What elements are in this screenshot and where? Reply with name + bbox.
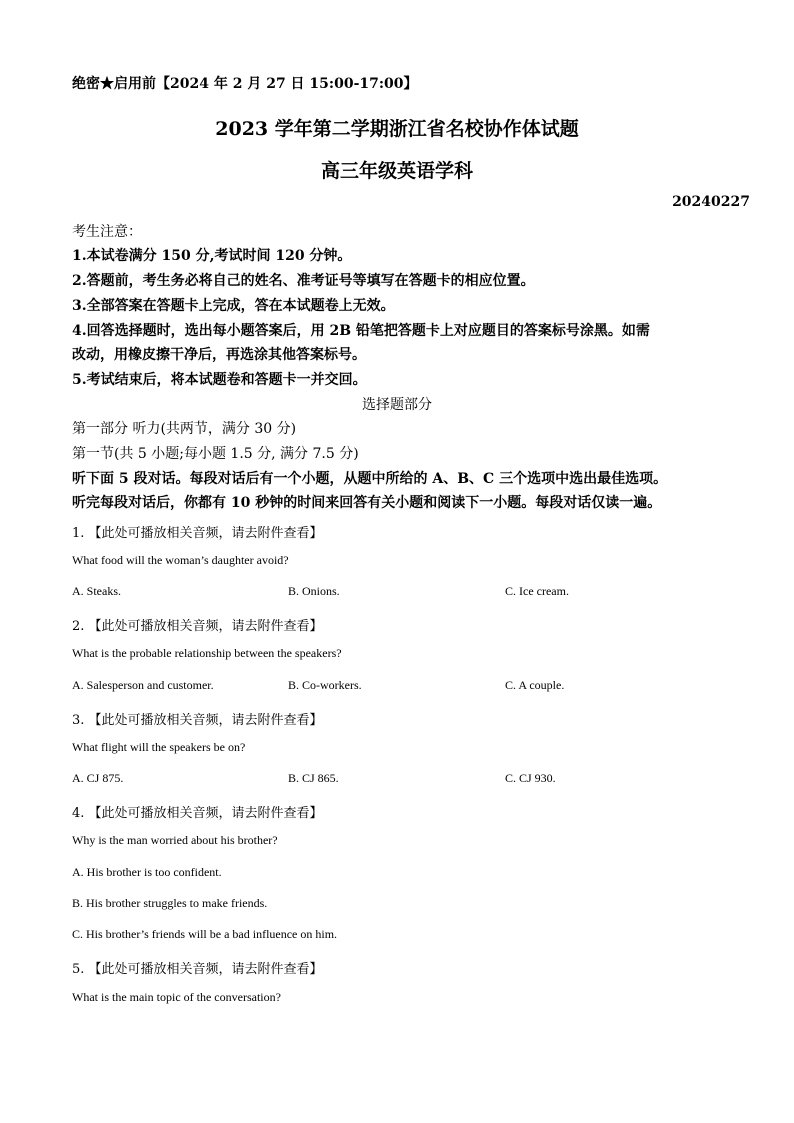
exam-title: 2023 学年第二学期浙江省名校协作体试题 [215, 118, 579, 140]
exam-subtitle: 高三年级英语学科 [320, 160, 473, 182]
question-text: What food will the woman’s daughter avoid? [72, 553, 289, 567]
notice-item: 2.答题前，考生务必将自己的姓名、准考证号等填写在答题卡的相应位置。 [72, 273, 535, 289]
option-b[interactable]: B. His brother struggles to make friends. [72, 896, 268, 910]
subsection-heading: 第一节(共 5 小题;每小题 1.5 分, 满分 7.5 分) [72, 446, 359, 462]
notice-item: 改动，用橡皮擦干净后，再选涂其他答案标号。 [72, 347, 366, 363]
option-c[interactable]: C. His brother’s friends will be a bad influence on him. [72, 927, 338, 941]
question-audio-link[interactable]: 4. 【此处可播放相关音频，请去附件查看】 [72, 806, 323, 821]
confidential-header: 绝密★启用前【2024 年 2 月 27 日 15:00-17:00】 [72, 76, 418, 92]
option-b[interactable]: B. Onions. [288, 584, 340, 598]
exam-code: 20240227 [672, 194, 750, 210]
question-text: Why is the man worried about his brother? [72, 833, 278, 847]
option-a[interactable]: A. His brother is too confident. [72, 865, 222, 879]
part-heading: 第一部分 听力(共两节，满分 30 分) [72, 421, 297, 437]
question-audio-link[interactable]: 2. 【此处可播放相关音频，请去附件查看】 [72, 619, 323, 634]
option-b[interactable]: B. CJ 865. [288, 771, 339, 785]
notice-item: 3.全部答案在答题卡上完成，答在本试题卷上无效。 [72, 298, 395, 314]
instructions: 听完每段对话后，你都有 10 秒钟的时间来回答有关小题和阅读下一小题。每段对话仅读一遍。 [72, 495, 662, 511]
option-b[interactable]: B. Co-workers. [288, 678, 362, 692]
question-text: What flight will the speakers be on? [72, 740, 246, 754]
question-audio-link[interactable]: 1. 【此处可播放相关音频，请去附件查看】 [72, 526, 323, 541]
option-a[interactable]: A. Steaks. [72, 584, 121, 598]
section-heading: 选择题部分 [362, 397, 432, 413]
notice-heading: 考生注意： [72, 224, 142, 240]
question-text: What is the probable relationship between the speakers? [72, 646, 342, 660]
option-c[interactable]: C. CJ 930. [505, 771, 556, 785]
instructions: 听下面 5 段对话。每段对话后有一个小题，从题中所给的 A、B、C 三个选项中选出最佳选项。 [72, 471, 668, 487]
notice-item: 5.考试结束后，将本试题卷和答题卡一并交回。 [72, 372, 367, 388]
option-a[interactable]: A. CJ 875. [72, 771, 124, 785]
option-c[interactable]: C. A couple. [505, 678, 565, 692]
question-text: What is the main topic of the conversation? [72, 990, 281, 1004]
notice-item: 1.本试卷满分 150 分,考试时间 120 分钟。 [72, 248, 352, 264]
notice-item: 4.回答选择题时，选出每小题答案后，用 2B 铅笔把答题卡上对应题目的答案标号涂黑。如需 [72, 323, 650, 339]
question-audio-link[interactable]: 3. 【此处可播放相关音频，请去附件查看】 [72, 713, 323, 728]
option-c[interactable]: C. Ice cream. [505, 584, 569, 598]
option-a[interactable]: A. Salesperson and customer. [72, 678, 214, 692]
question-audio-link[interactable]: 5. 【此处可播放相关音频，请去附件查看】 [72, 962, 323, 977]
